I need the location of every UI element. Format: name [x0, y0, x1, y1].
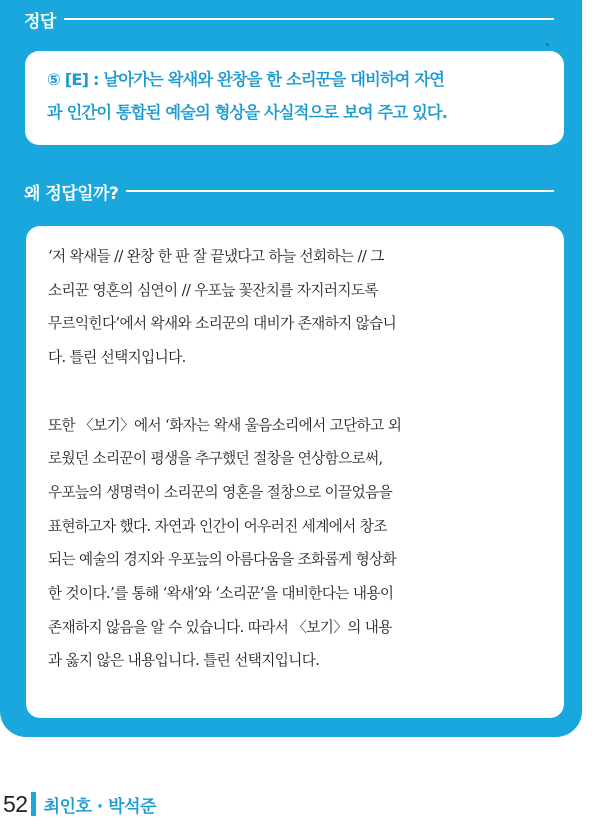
section-divider: [64, 18, 554, 20]
explanation-line: 한 것이다.’를 통해 ‘왁새’와 ‘소리꾼’을 대비한다는 내용이: [48, 585, 394, 603]
explanation-line: 되는 예술의 경지와 우포늪의 아름다움을 조화롭게 형상화: [48, 551, 397, 569]
explanation-line: 소리꾼 영혼의 심연이 // 우포늪 꽃잔치를 자지러지도록: [48, 281, 378, 299]
decorative-dot: [546, 43, 549, 46]
explanation-line: 과 옳지 않은 내용입니다. 틀린 선택지입니다.: [48, 652, 320, 670]
why-section-title: 왜 정답일까?: [24, 183, 119, 204]
explanation-line: 존재하지 않음을 알 수 있습니다. 따라서 〈보기〉의 내용: [48, 618, 392, 636]
explanation-line: 로웠던 소리꾼이 평생을 추구했던 절창을 연상함으로써,: [48, 450, 383, 468]
page-number: 52: [3, 790, 28, 817]
paragraph-gap: [48, 375, 542, 409]
explanation-box: [26, 226, 564, 718]
why-section-header: [24, 176, 554, 206]
answer-section-title: 정답: [24, 11, 56, 32]
explanation-line: ‘저 왁새들 // 완창 한 판 잘 끝냈다고 하늘 선회하는 // 그: [48, 248, 384, 265]
explanation-line: 표현하고자 했다. 자연과 인간이 어우러진 세계에서 창조: [48, 517, 387, 535]
footer-authors: 최인호 · 박석준: [43, 796, 156, 817]
answer-box: [25, 51, 564, 145]
answer-line: ⑤ [E] : 날아가는 왁새와 완창을 한 소리꾼을 대비하여 자연: [47, 70, 445, 89]
answer-line: 과 인간이 통합된 예술의 형상을 사실적으로 보여 주고 있다.: [47, 103, 448, 122]
explanation-line: 우포늪의 생명력이 소리꾼의 영혼을 절창으로 이끌었음을: [48, 483, 393, 501]
explanation-line: 무르익힌다’에서 왁새와 소리꾼의 대비가 존재하지 않습니: [48, 315, 397, 333]
page-footer: [3, 788, 156, 820]
answer-section-header: [24, 4, 554, 34]
section-divider: [126, 190, 554, 192]
explanation-line: 또한 〈보기〉에서 ‘화자는 왁새 울음소리에서 고단하고 외: [48, 416, 402, 434]
explanation-line: 다. 틀린 선택지입니다.: [48, 349, 186, 367]
footer-accent-bar: [31, 792, 36, 816]
